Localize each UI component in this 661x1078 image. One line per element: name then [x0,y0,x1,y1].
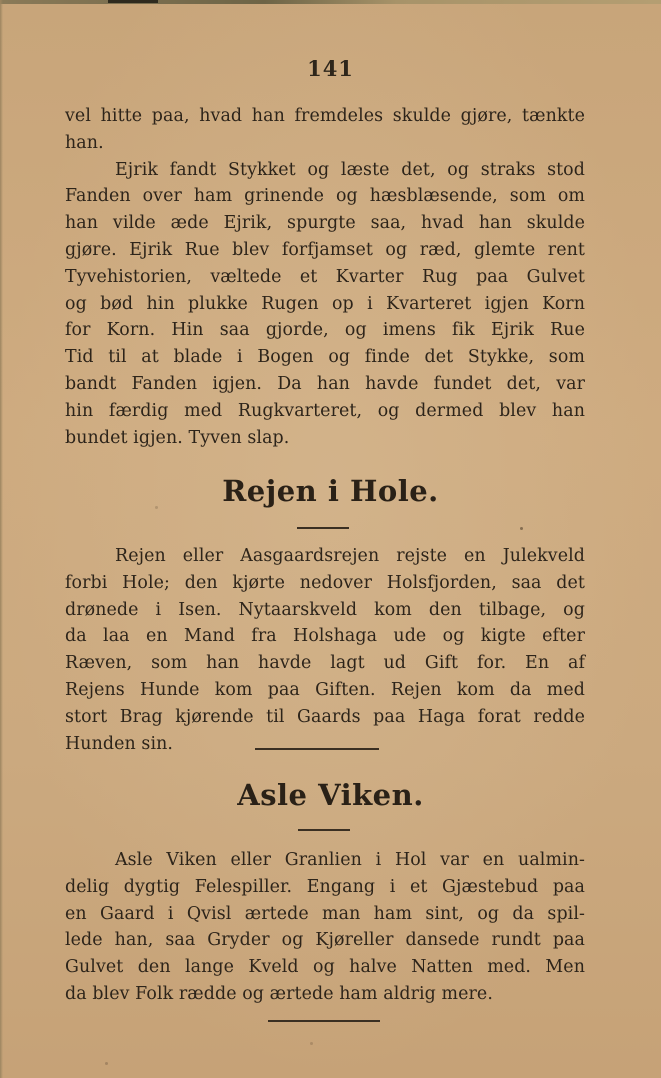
text-line: Tyvehistorien, væltede et Kvarter Rug paa Gulvet [65,266,585,287]
text-line: delig dygtig Felespiller. Engang i et Gjæstebud paa [65,876,585,897]
text-line: Asle Viken eller Granlien i Hol var en ualmin- [115,850,585,870]
rejen-i-hole-text [65,543,585,757]
text-line: Ræven, som han havde lagt ud Gift for. En af [65,653,585,674]
text-line: Tid til at blade i Bogen og finde det Stykke, som [65,347,585,368]
text-line: Ejrik fandt Stykket og læste det, og straks stod [115,159,585,180]
text-line: og bød hin plukke Rugen op i Kvarteret igjen Korn [65,293,585,314]
paper-speck [310,1042,313,1045]
asle-viken-text [65,847,585,1008]
continued-story-text [65,103,585,451]
heading-rule [298,829,350,831]
text-line: Fanden over ham grinende og hæsblæsende, som om [65,186,585,207]
text-line: Hunden sin. [65,733,174,754]
binding-shadow [108,0,158,3]
text-line: Rejens Hunde kom paa Giften. Rejen kom da med [65,679,585,700]
text-line: bundet igjen. Tyven slap. [65,427,290,448]
text-line: drønede i Isen. Nytaarskveld kom den tilbage, og [65,599,585,620]
text-line: gjøre. Ejrik Rue blev forfjamset og ræd, glemte rent [65,239,585,260]
text-line: vel hitte paa, hvad han fremdeles skulde gjøre, tænkte [65,106,585,126]
text-line: for Korn. Hin saa gjorde, og imens fik Ejrik Rue [65,320,585,341]
text-line: hin færdig med Rugkvarteret, og dermed blev han [65,400,585,421]
text-line: han vilde æde Ejrik, spurgte saa, hvad han skulde [65,213,585,234]
paper-speck [155,506,158,509]
text-line: Rejen eller Aasgaardsrejen rejste en Julekveld [115,546,585,566]
end-divider [268,1020,380,1022]
text-line: da laa en Mand fra Holshaga ude og kigte efter [65,626,585,647]
text-line: en Gaard i Qvisl ærtede man ham sint, og da spil- [65,903,585,924]
paper-speck [105,1062,108,1065]
heading-rule [297,527,349,529]
text-line: lede han, saa Gryder og Kjøreller dansede rundt paa [65,930,585,951]
page-number: 141 [307,56,354,81]
page-top-edge [0,0,661,4]
text-line: stort Brag kjørende til Gaards paa Haga forat redde [65,706,585,727]
text-line: han. [65,132,104,153]
paper-speck [520,527,523,530]
section-divider [255,748,379,750]
section-heading-rejen-i-hole: Rejen i Hole. [222,474,439,508]
section-heading-asle-viken: Asle Viken. [237,778,424,812]
text-line: Gulvet den lange Kveld og halve Natten med. Men [65,957,585,978]
text-line: bandt Fanden igjen. Da han havde fundet det, var [65,373,585,394]
text-line: forbi Hole; den kjørte nedover Holsfjorden, saa det [65,572,585,593]
page-left-edge [0,0,3,1078]
text-line: da blev Folk rædde og ærtede ham aldrig mere. [65,983,493,1004]
